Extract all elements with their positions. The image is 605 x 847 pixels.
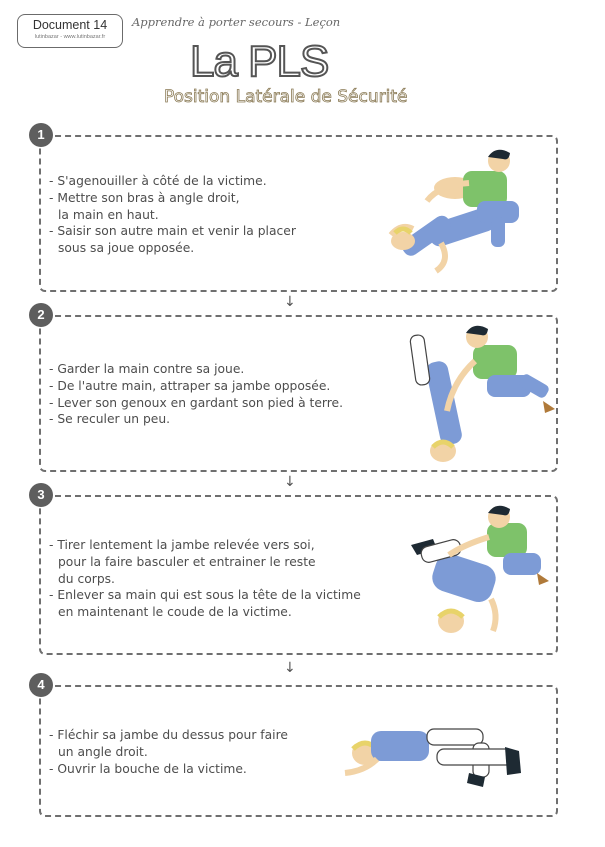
instruction-line: - Se reculer un peu. bbox=[49, 412, 171, 427]
instruction-line: - Saisir son autre main et venir la placer bbox=[49, 224, 296, 239]
illustration-kneel-rescuer bbox=[381, 143, 551, 283]
step-arrow: ↓ bbox=[284, 294, 296, 310]
step-number: 2 bbox=[29, 303, 53, 327]
instruction-line: - Garder la main contre sa joue. bbox=[49, 362, 245, 376]
document-site: lutinbazar - www.lutinbazar.fr bbox=[34, 34, 106, 40]
instruction-line: - Fléchir sa jambe du dessus pour faire bbox=[49, 728, 288, 742]
step-instructions bbox=[49, 727, 288, 777]
step-arrow: ↓ bbox=[284, 474, 296, 490]
instruction-line: un angle droit. bbox=[58, 744, 148, 759]
instruction-line: - Enlever sa main qui est sous la tête de la victime bbox=[49, 588, 361, 603]
step-number: 4 bbox=[29, 673, 53, 697]
instruction-line: - Tirer lentement la jambe relevée vers soi, bbox=[49, 538, 315, 552]
illustration-recovery-position bbox=[341, 709, 541, 799]
instruction-line: - De l'autre main, attraper sa jambe opposée. bbox=[49, 378, 331, 393]
page-title: La PLS bbox=[190, 37, 329, 86]
step-number: 1 bbox=[29, 123, 53, 147]
instruction-line: du corps. bbox=[58, 571, 115, 586]
step-3 bbox=[37, 487, 558, 655]
step-instructions bbox=[49, 537, 361, 621]
instruction-line: - S'agenouiller à côté de la victime. bbox=[49, 174, 267, 188]
instruction-line: en maintenant le coude de la victime. bbox=[58, 605, 292, 620]
step-1 bbox=[37, 127, 558, 292]
document-badge bbox=[17, 14, 123, 48]
step-4 bbox=[37, 677, 558, 817]
step-instructions bbox=[49, 361, 343, 428]
instruction-line: sous sa joue opposée. bbox=[58, 241, 195, 256]
instruction-line: - Lever son genoux en gardant son pied à terre. bbox=[49, 395, 344, 410]
illustration-raise-knee bbox=[403, 321, 563, 469]
instruction-line: - Ouvrir la bouche de la victime. bbox=[49, 761, 247, 776]
instruction-line: - Mettre son bras à angle droit, bbox=[49, 190, 240, 205]
document-number: Document 14 bbox=[32, 18, 108, 32]
step-instructions bbox=[49, 173, 296, 257]
illustration-roll-victim bbox=[403, 503, 563, 651]
instruction-line: la main en haut. bbox=[58, 207, 159, 222]
instruction-line: pour la faire basculer et entrainer le reste bbox=[58, 554, 316, 569]
page-subtitle: Position Latérale de Sécurité bbox=[164, 87, 408, 107]
course-label: Apprendre à porter secours - Leçon bbox=[132, 15, 341, 29]
step-arrow: ↓ bbox=[284, 660, 296, 676]
step-2 bbox=[37, 307, 558, 472]
step-number: 3 bbox=[29, 483, 53, 507]
